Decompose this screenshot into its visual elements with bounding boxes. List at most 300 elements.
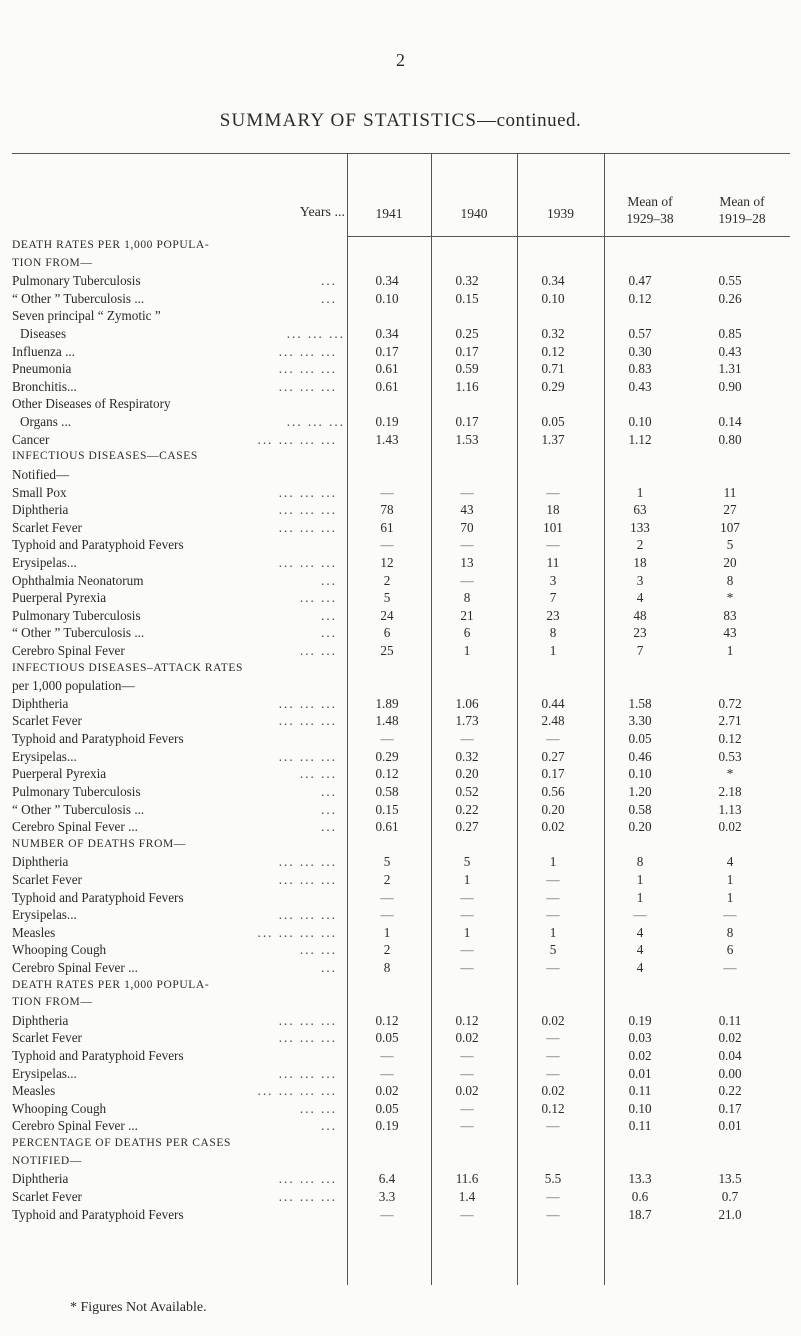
row-label-text: Typhoid and Paratyphoid Fevers: [12, 1206, 184, 1222]
row-label-text: Diphtheria: [12, 1171, 69, 1187]
table-top-rule: [12, 153, 790, 154]
row-label: [12, 343, 337, 361]
value-mean-1929-38: 0.19: [628, 1012, 652, 1028]
leader-dots: ... ...: [299, 942, 337, 958]
row-label: [12, 484, 337, 502]
row-label: [12, 325, 345, 343]
value-1941: 0.05: [375, 1100, 399, 1116]
value-1940: 6: [463, 625, 471, 641]
row-label: [12, 554, 337, 572]
row-label: [12, 695, 337, 713]
leader-dots: ...: [321, 783, 337, 799]
value-mean-1919-28: 0.85: [718, 326, 742, 342]
row-label: [12, 801, 337, 819]
value-mean-1919-28: 5: [726, 537, 734, 553]
value-1941: 12: [380, 554, 394, 570]
value-1939: —: [546, 484, 560, 500]
row-label-text: Pneumonia: [12, 361, 72, 377]
row-label: [12, 1206, 337, 1224]
value-mean-1929-38: 4: [636, 924, 644, 940]
table-row: [0, 572, 801, 590]
value-mean-1929-38: —: [633, 907, 647, 923]
table-row: [0, 519, 801, 537]
row-label-text: “ Other ” Tuberculosis ...: [12, 290, 145, 306]
value-1939: —: [546, 1030, 560, 1046]
row-label-text: Measles: [12, 1083, 56, 1099]
value-1941: 0.61: [375, 361, 399, 377]
row-label-text: Typhoid and Paratyphoid Fevers: [12, 731, 184, 747]
leader-dots: ... ... ...: [278, 378, 337, 394]
row-label: [12, 378, 337, 396]
value-1940: 0.17: [455, 414, 479, 430]
value-mean-1929-38: 4: [636, 959, 644, 975]
row-label-text: “ Other ” Tuberculosis ...: [12, 625, 145, 641]
value-1941: —: [380, 1206, 394, 1222]
value-mean-1919-28: 0.01: [718, 1118, 742, 1134]
value-mean-1929-38: 0.03: [628, 1030, 652, 1046]
row-label-text: Scarlet Fever: [12, 519, 82, 535]
leader-dots: ... ... ...: [278, 484, 337, 500]
value-1940: —: [460, 889, 474, 905]
value-mean-1919-28: 0.02: [718, 1030, 742, 1046]
table-row: [0, 589, 801, 607]
table-row: [0, 695, 801, 713]
table-row: [0, 325, 801, 343]
value-1939: 0.27: [541, 748, 565, 764]
value-mean-1929-38: 7: [636, 643, 644, 659]
value-1939: 101: [543, 519, 563, 535]
leader-dots: ... ... ...: [278, 361, 337, 377]
value-1940: 1: [463, 871, 471, 887]
leader-dots: ...: [321, 959, 337, 975]
value-mean-1929-38: 3.30: [628, 713, 652, 729]
row-label-text: Erysipelas...: [12, 748, 77, 764]
value-1939: 23: [546, 607, 560, 623]
row-label-text: Small Pox: [12, 484, 67, 500]
value-mean-1919-28: 0.7: [721, 1188, 739, 1204]
col-header-1939: 1939: [547, 206, 574, 221]
row-label-text: Pulmonary Tuberculosis: [12, 273, 141, 289]
value-1941: —: [380, 484, 394, 500]
table-row: [0, 677, 801, 695]
value-1940: —: [460, 1206, 474, 1222]
value-1940: 70: [460, 519, 474, 535]
section-heading-row: [0, 1135, 801, 1153]
value-mean-1929-38: 63: [633, 502, 647, 518]
section-heading: [12, 1135, 337, 1153]
table-row: [0, 853, 801, 871]
value-1939: 0.71: [541, 361, 565, 377]
table-row: [0, 924, 801, 942]
value-1941: 78: [380, 502, 394, 518]
row-label: [12, 536, 337, 554]
row-label-text: Diphtheria: [12, 502, 69, 518]
value-1940: 0.15: [455, 290, 479, 306]
value-mean-1919-28: 0.72: [718, 695, 742, 711]
value-mean-1929-38: 1: [636, 484, 644, 500]
value-mean-1929-38: 0.02: [628, 1048, 652, 1064]
value-mean-1929-38: 0.05: [628, 731, 652, 747]
table-row: [0, 801, 801, 819]
row-label-text: Ophthalmia Neonatorum: [12, 572, 144, 588]
value-1939: —: [546, 1206, 560, 1222]
value-1941: 1.48: [375, 713, 399, 729]
value-1941: 1: [383, 924, 391, 940]
section-heading-row: [0, 237, 801, 255]
value-1939: 0.20: [541, 801, 565, 817]
row-label: [12, 748, 337, 766]
value-1941: 0.19: [375, 414, 399, 430]
value-1940: 1.16: [455, 378, 479, 394]
value-1941: 8: [383, 959, 391, 975]
row-label: [12, 1170, 337, 1188]
table-row: [0, 1065, 801, 1083]
value-1941: —: [380, 1065, 394, 1081]
table-row: [0, 501, 801, 519]
value-1940: 1: [463, 924, 471, 940]
title-main: SUMMARY OF STATISTICS: [219, 110, 478, 131]
value-mean-1919-28: *: [726, 766, 734, 782]
value-1940: —: [460, 907, 474, 923]
row-label: [12, 395, 337, 413]
value-mean-1919-28: 4: [726, 854, 734, 870]
value-1939: —: [546, 959, 560, 975]
leader-dots: ... ...: [299, 766, 337, 782]
value-mean-1929-38: 48: [633, 607, 647, 623]
value-1941: 0.29: [375, 748, 399, 764]
table-row: [0, 378, 801, 396]
row-label-text: Whooping Cough: [12, 1100, 107, 1116]
value-1940: —: [460, 959, 474, 975]
row-label: [12, 1188, 337, 1206]
value-1941: 0.05: [375, 1030, 399, 1046]
value-1940: —: [460, 1065, 474, 1081]
value-mean-1929-38: 13.3: [628, 1171, 652, 1187]
leader-dots: ... ... ...: [278, 554, 337, 570]
col-header-mean-1919-28: [696, 193, 788, 227]
value-1941: 0.12: [375, 766, 399, 782]
row-label-text: NUMBER OF DEATHS FROM—: [12, 837, 186, 850]
value-mean-1929-38: 0.11: [628, 1118, 652, 1134]
value-1939: —: [546, 1048, 560, 1064]
value-1940: 0.12: [455, 1012, 479, 1028]
leader-dots: ... ... ...: [278, 1188, 337, 1204]
section-heading: [12, 237, 337, 255]
value-1940: 1: [463, 643, 471, 659]
value-1939: 1: [549, 924, 557, 940]
row-label: [12, 466, 337, 484]
leader-dots: ... ... ...: [278, 871, 337, 887]
row-label: [12, 642, 337, 660]
row-label: [12, 1029, 337, 1047]
value-mean-1919-28: 83: [723, 607, 737, 623]
row-label-text: Erysipelas...: [12, 1065, 77, 1081]
section-heading: [12, 977, 337, 995]
value-1940: 5: [463, 854, 471, 870]
value-1940: —: [460, 731, 474, 747]
value-1940: 0.02: [455, 1083, 479, 1099]
leader-dots: ... ... ...: [286, 326, 345, 342]
table-row: [0, 765, 801, 783]
row-label-text: Scarlet Fever: [12, 1030, 82, 1046]
value-1941: 5: [383, 854, 391, 870]
table-row: [0, 1029, 801, 1047]
row-label-text: DEATH RATES PER 1,000 POPULA-: [12, 978, 210, 991]
table-row: [0, 1206, 801, 1224]
value-mean-1919-28: 1.13: [718, 801, 742, 817]
table-row: [0, 395, 801, 413]
value-mean-1919-28: 0.53: [718, 748, 742, 764]
table-row: [0, 1188, 801, 1206]
value-mean-1929-38: 0.83: [628, 361, 652, 377]
value-mean-1929-38: 4: [636, 942, 644, 958]
value-1939: 0.02: [541, 819, 565, 835]
table-row: [0, 413, 801, 431]
value-1940: —: [460, 484, 474, 500]
row-label: [12, 519, 337, 537]
row-label: [12, 1117, 337, 1135]
row-label-text: Pulmonary Tuberculosis: [12, 607, 141, 623]
value-1939: 0.56: [541, 783, 565, 799]
row-label: [12, 501, 337, 519]
value-1941: 6.4: [378, 1171, 396, 1187]
value-mean-1919-28: 21.0: [718, 1206, 742, 1222]
row-label-text: Cerebro Spinal Fever ...: [12, 1118, 138, 1134]
mean-1-line1: Mean of: [627, 194, 673, 209]
value-mean-1929-38: 0.10: [628, 414, 652, 430]
table-row: [0, 906, 801, 924]
table-row: [0, 431, 801, 449]
value-1939: 0.02: [541, 1083, 565, 1099]
section-heading: [12, 255, 337, 273]
value-1940: 1.06: [455, 695, 479, 711]
row-label: [12, 1100, 337, 1118]
row-label: [12, 959, 337, 977]
row-label: [12, 589, 337, 607]
page-number: 2: [396, 50, 405, 70]
row-label: [12, 1082, 337, 1100]
value-1939: —: [546, 907, 560, 923]
value-1939: —: [546, 731, 560, 747]
row-label-text: Diphtheria: [12, 1012, 69, 1028]
row-label: [12, 818, 337, 836]
row-label: [12, 783, 337, 801]
value-1939: 0.44: [541, 695, 565, 711]
value-1939: 1: [549, 854, 557, 870]
value-mean-1919-28: 1.31: [718, 361, 742, 377]
value-mean-1929-38: 23: [633, 625, 647, 641]
row-label-text: INFECTIOUS DISEASES—CASES: [12, 450, 198, 463]
table-row: [0, 889, 801, 907]
table-row: [0, 554, 801, 572]
row-label-text: TION FROM—: [12, 256, 93, 269]
value-mean-1929-38: 1.20: [628, 783, 652, 799]
value-1940: 1.4: [458, 1188, 476, 1204]
leader-dots: ...: [321, 290, 337, 306]
value-1941: 61: [380, 519, 394, 535]
section-heading: [12, 660, 337, 678]
value-1941: 0.58: [375, 783, 399, 799]
table-row: [0, 484, 801, 502]
value-mean-1929-38: 1.12: [628, 431, 652, 447]
row-label: [12, 765, 337, 783]
mean-1-line2: 1929–38: [626, 211, 674, 226]
mean-2-line2: 1919–28: [718, 211, 766, 226]
row-label-text: Bronchitis...: [12, 378, 77, 394]
row-label-text: INFECTIOUS DISEASES–ATTACK RATES: [12, 661, 244, 674]
value-1940: 8: [463, 590, 471, 606]
leader-dots: ...: [321, 572, 337, 588]
value-mean-1919-28: 0.14: [718, 414, 742, 430]
value-1939: 11: [546, 554, 560, 570]
value-1940: —: [460, 537, 474, 553]
row-label-text: Puerperal Pyrexia: [12, 590, 107, 606]
value-1941: 2: [383, 942, 391, 958]
value-1940: 0.52: [455, 783, 479, 799]
value-1939: 18: [546, 502, 560, 518]
value-1941: —: [380, 889, 394, 905]
leader-dots: ... ... ... ...: [257, 924, 337, 940]
value-mean-1919-28: 27: [723, 502, 737, 518]
value-mean-1929-38: 0.10: [628, 1100, 652, 1116]
leader-dots: ... ... ...: [278, 748, 337, 764]
row-label-text: Erysipelas...: [12, 554, 77, 570]
value-1941: 5: [383, 590, 391, 606]
row-label-text: Typhoid and Paratyphoid Fevers: [12, 1048, 184, 1064]
table-row: [0, 624, 801, 642]
leader-dots: ... ... ...: [278, 502, 337, 518]
value-1941: 0.34: [375, 273, 399, 289]
value-1939: 5: [549, 942, 557, 958]
value-1940: 0.20: [455, 766, 479, 782]
row-label-text: Pulmonary Tuberculosis: [12, 783, 141, 799]
value-1939: 1.37: [541, 431, 565, 447]
value-mean-1919-28: 0.26: [718, 290, 742, 306]
value-1940: —: [460, 1048, 474, 1064]
value-mean-1929-38: 0.46: [628, 748, 652, 764]
value-1940: 13: [460, 554, 474, 570]
row-label-text: Measles: [12, 924, 56, 940]
value-1941: 0.10: [375, 290, 399, 306]
row-label: [12, 360, 337, 378]
row-label-text: Cerebro Spinal Fever: [12, 643, 125, 659]
value-1940: 1.73: [455, 713, 479, 729]
row-label: [12, 871, 337, 889]
leader-dots: ... ... ...: [278, 1171, 337, 1187]
table-row: [0, 536, 801, 554]
value-1939: —: [546, 889, 560, 905]
section-heading: [12, 448, 337, 466]
value-1941: 2: [383, 871, 391, 887]
value-mean-1929-38: 18.7: [628, 1206, 652, 1222]
value-mean-1919-28: 2.18: [718, 783, 742, 799]
row-label: [12, 677, 337, 695]
row-label-text: Cerebro Spinal Fever ...: [12, 959, 138, 975]
row-label-text: per 1,000 population—: [12, 678, 135, 694]
table-row: [0, 959, 801, 977]
years-header: Years ...: [299, 205, 345, 220]
value-1941: —: [380, 731, 394, 747]
value-mean-1929-38: 0.47: [628, 273, 652, 289]
table-row: [0, 783, 801, 801]
value-mean-1919-28: —: [723, 959, 737, 975]
value-1940: 0.32: [455, 748, 479, 764]
table-row: [0, 1082, 801, 1100]
value-1940: —: [460, 1100, 474, 1116]
value-1940: 0.02: [455, 1030, 479, 1046]
value-mean-1919-28: 0.90: [718, 378, 742, 394]
footnote: * Figures Not Available.: [70, 1300, 207, 1315]
value-1941: —: [380, 907, 394, 923]
section-heading-row: [0, 660, 801, 678]
table-row: [0, 941, 801, 959]
table-row: [0, 272, 801, 290]
value-mean-1919-28: 13.5: [718, 1171, 742, 1187]
table-row: [0, 712, 801, 730]
value-1939: —: [546, 1188, 560, 1204]
row-label: [12, 889, 337, 907]
value-1940: —: [460, 942, 474, 958]
value-1940: —: [460, 1118, 474, 1134]
value-mean-1919-28: —: [723, 907, 737, 923]
table-row: [0, 343, 801, 361]
value-1939: 0.10: [541, 290, 565, 306]
table-body: [0, 237, 801, 1223]
value-1941: 0.61: [375, 819, 399, 835]
row-label: [12, 941, 337, 959]
value-1939: 0.12: [541, 343, 565, 359]
leader-dots: ...: [321, 819, 337, 835]
value-mean-1919-28: 43: [723, 625, 737, 641]
row-label-text: Diphtheria: [12, 695, 69, 711]
value-1941: 0.61: [375, 378, 399, 394]
value-mean-1929-38: 0.11: [628, 1083, 652, 1099]
value-mean-1919-28: 2.71: [718, 713, 742, 729]
value-1941: 1.89: [375, 695, 399, 711]
row-label-text: Influenza ...: [12, 343, 75, 359]
leader-dots: ... ... ...: [278, 907, 337, 923]
value-1941: 1.43: [375, 431, 399, 447]
value-1941: —: [380, 537, 394, 553]
row-label: [12, 607, 337, 625]
table-row: [0, 1012, 801, 1030]
table-row: [0, 1170, 801, 1188]
row-label: [12, 853, 337, 871]
row-label-text: Diphtheria: [12, 854, 69, 870]
leader-dots: ... ...: [299, 1100, 337, 1116]
row-label-text: PERCENTAGE OF DEATHS PER CASES: [12, 1137, 231, 1150]
table-row: [0, 818, 801, 836]
table-row: [0, 871, 801, 889]
row-label-text: “ Other ” Tuberculosis ...: [12, 801, 145, 817]
col-header-1941: 1941: [375, 206, 403, 221]
value-1939: 5.5: [544, 1171, 562, 1187]
value-1940: 0.59: [455, 361, 479, 377]
value-1941: 24: [380, 607, 394, 623]
page-title: [0, 110, 801, 132]
value-1940: 0.25: [455, 326, 479, 342]
value-1939: 8: [549, 625, 557, 641]
row-label: [12, 572, 337, 590]
table-row: [0, 290, 801, 308]
value-mean-1919-28: 0.11: [718, 1012, 742, 1028]
leader-dots: ...: [321, 801, 337, 817]
leader-dots: ... ... ... ...: [257, 431, 337, 447]
value-mean-1919-28: 20: [723, 554, 737, 570]
table-row: [0, 730, 801, 748]
value-1939: 0.29: [541, 378, 565, 394]
statistics-table: [0, 153, 801, 1285]
